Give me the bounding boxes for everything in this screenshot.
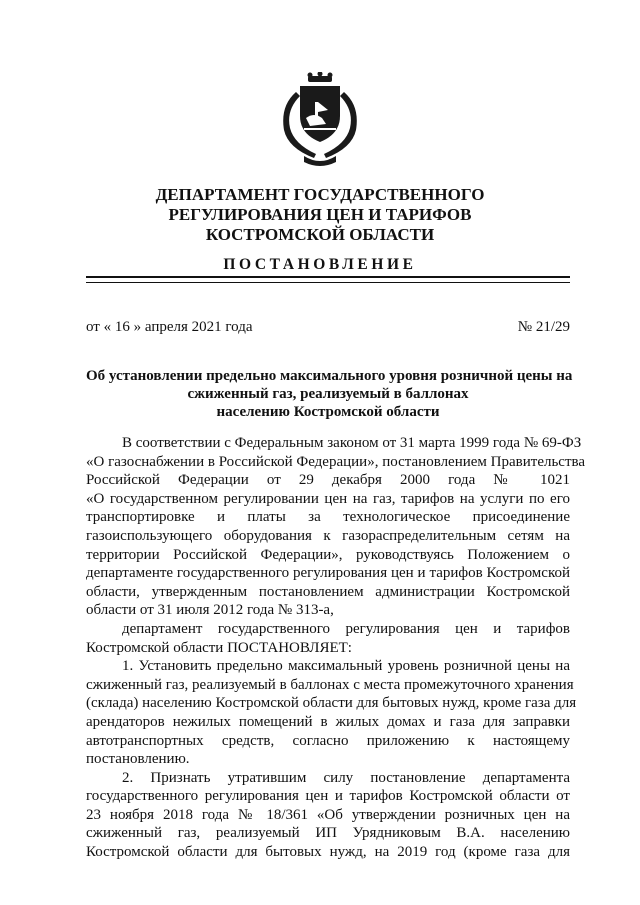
- body-line: государственного регулирования цен и тарифов Костромской области от: [86, 788, 570, 805]
- body-line: департаменте государственного регулирования цен и тарифов Костромской: [86, 565, 570, 582]
- body-line: (склада) населению Костромской области для бытовых нужд, кроме газа для: [86, 695, 577, 712]
- document-number: № 21/29: [517, 319, 570, 335]
- department-line: ДЕПАРТАМЕНТ ГОСУДАРСТВЕННОГО: [155, 185, 485, 204]
- body-line: 2. Признать утратившим силу постановление департамента: [122, 769, 570, 786]
- body-line: арендаторов нежилых помещений в жилых домах и газа для заправки: [86, 713, 570, 730]
- body-line: области, утвержденным постановлением администрации Костромской: [86, 583, 570, 600]
- body-line: сжиженный газ, реализуемый ИП Урядниковым В.А. населению: [86, 825, 570, 842]
- coat-of-arms-icon: [270, 72, 370, 168]
- body-line: постановлению.: [86, 751, 190, 768]
- body-line: сжиженный газ, реализуемый в баллонах с места промежуточного хранения: [86, 676, 574, 693]
- department-name: [0, 185, 640, 245]
- body-line: Костромской области для бытовых нужд, на 2019 год (кроме газа для: [86, 844, 570, 861]
- document-date: от « 16 » апреля 2021 года: [86, 319, 253, 335]
- document-body: [86, 434, 586, 862]
- body-line: территории Российской Федерации», руководствуясь Положением о: [86, 546, 570, 563]
- header-divider: [86, 276, 570, 283]
- subject-line: сжиженный газ, реализуемый в баллонах: [187, 386, 469, 402]
- subject-line: Об установлении предельно максимального уровня розничной цены на: [86, 368, 573, 384]
- body-line: В соответствии с Федеральным законом от 31 марта 1999 года № 69-ФЗ: [122, 435, 582, 451]
- body-line: газоиспользующего оборудования к газораспределительным сетям на: [86, 527, 570, 544]
- body-line: Российской Федерации от 29 декабря 2000 года № 1021: [86, 472, 570, 489]
- department-line: РЕГУЛИРОВАНИЯ ЦЕН И ТАРИФОВ: [168, 205, 472, 224]
- body-line: транспортировке и платы за технологическое присоединение: [86, 509, 570, 526]
- body-line: департамент государственного регулирования цен и тарифов: [122, 620, 570, 637]
- department-line: КОСТРОМСКОЙ ОБЛАСТИ: [205, 225, 435, 244]
- body-line: области от 31 июля 2012 года № 313-а,: [86, 602, 334, 619]
- body-line: 23 ноября 2018 года № 18/361 «Об утверждении розничных цен на: [86, 806, 570, 823]
- body-line: «О государственном регулировании цен на газ, тарифов на услуги по его: [86, 490, 570, 507]
- document-subject: [86, 367, 573, 421]
- body-line: «О газоснабжении в Российской Федерации», постановлением Правительства: [86, 453, 586, 470]
- subject-line: населению Костромской области: [216, 404, 440, 420]
- document-type: ПОСТАНОВЛЕНИЕ: [223, 256, 417, 273]
- body-line: 1. Установить предельно максимальный уровень розничной цены на: [122, 658, 570, 675]
- body-line: автотранспортных средств, согласно приложению к настоящему: [86, 732, 570, 749]
- body-line: Костромской области ПОСТАНОВЛЯЕТ:: [86, 639, 352, 656]
